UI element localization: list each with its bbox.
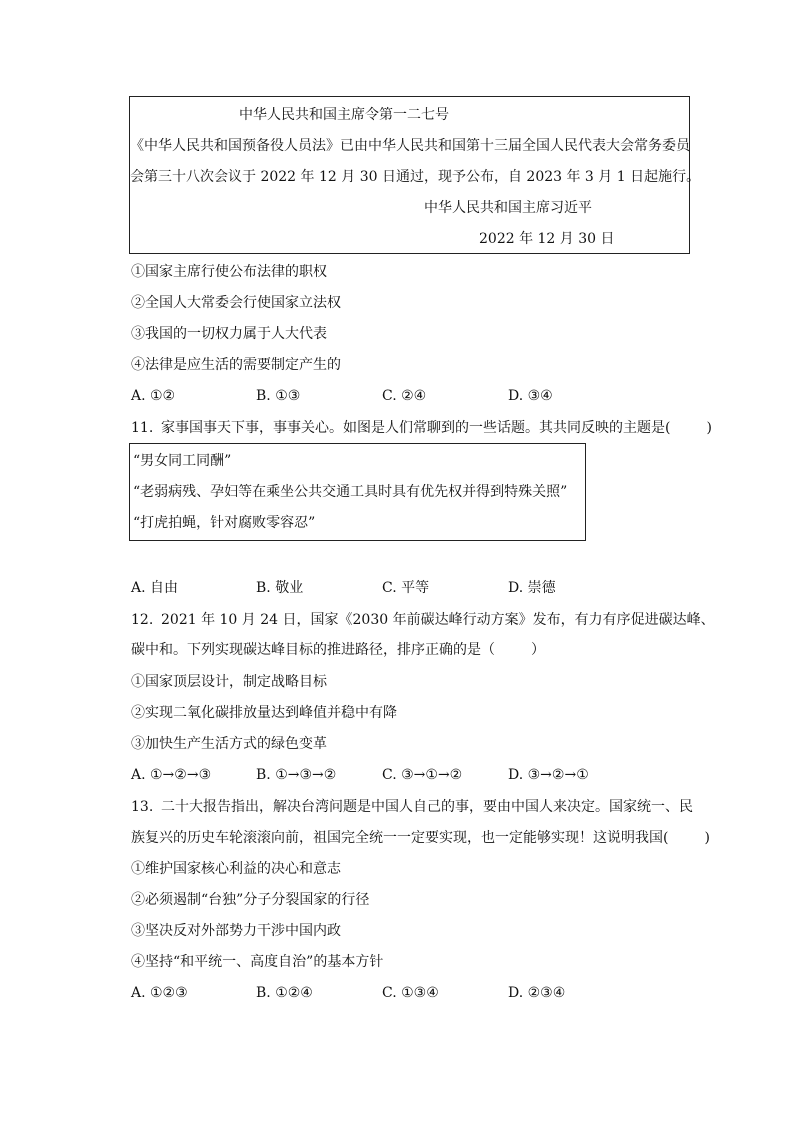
decree-body-line1: 《中华人民共和国预备役人员法》已由中华人民共和国第十三届全国人民代表大会常务委员 bbox=[130, 138, 690, 154]
q11-topic-2: “老弱病残、孕妇等在乘坐公共交通工具时具有优先权并得到特殊关照” bbox=[133, 484, 568, 500]
q13-number: 13. bbox=[131, 799, 154, 815]
q10-option-a[interactable]: A. ①② bbox=[131, 388, 176, 404]
q12-statement-3: ③加快生产生活方式的绿色变革 bbox=[131, 736, 327, 752]
decree-body-line2: 会第三十八次会议于 2022 年 12 月 30 日通过，现予公布，自 2023 年 3 月 1 日起施行。 bbox=[130, 169, 701, 185]
q13-stem-close: ) bbox=[704, 830, 710, 846]
q10-statement-1: ①国家主席行使公布法律的职权 bbox=[131, 264, 327, 280]
q11-topic-3: “打虎拍蝇，针对腐败零容忍” bbox=[133, 515, 316, 531]
q13-statement-1: ①维护国家核心利益的决心和意志 bbox=[131, 861, 341, 877]
q12-stem-line1 bbox=[131, 611, 715, 629]
decree-box bbox=[129, 96, 701, 254]
decree-signer: 中华人民共和国主席习近平 bbox=[424, 200, 592, 216]
q10-option-c[interactable]: C. ②④ bbox=[382, 388, 427, 404]
q11-stem bbox=[131, 419, 712, 437]
q13-stem-line1 bbox=[131, 798, 693, 816]
q12-option-d[interactable]: D. ③→②→① bbox=[508, 767, 589, 783]
q12-stem-text-1: 2021 年 10 月 24 日，国家《2030 年前碳达峰行动方案》发布，有力有序促进碳达峰、 bbox=[161, 612, 715, 628]
q13-option-d[interactable]: D. ②③④ bbox=[508, 985, 566, 1001]
q10-statement-4: ④法律是应生活的需要制定产生的 bbox=[131, 357, 341, 373]
q13-stem-line2 bbox=[131, 829, 710, 847]
q11-number: 11. bbox=[131, 420, 154, 436]
q13-option-b[interactable]: B. ①②④ bbox=[256, 985, 313, 1001]
q11-option-c[interactable]: C. 平等 bbox=[382, 580, 430, 596]
q12-stem-text-2: 碳中和。下列实现碳达峰目标的推进路径，排序正确的是（ bbox=[131, 642, 495, 658]
decree-title: 中华人民共和国主席令第一二七号 bbox=[239, 107, 449, 123]
q11-options bbox=[131, 579, 691, 597]
decree-date: 2022 年 12 月 30 日 bbox=[479, 231, 615, 247]
q10-statement-2: ②全国人大常委会行使国家立法权 bbox=[131, 295, 341, 311]
q10-options bbox=[131, 387, 691, 405]
q13-option-c[interactable]: C. ①③④ bbox=[382, 985, 439, 1001]
q11-option-a[interactable]: A. 自由 bbox=[131, 580, 179, 596]
q10-option-b[interactable]: B. ①③ bbox=[256, 388, 301, 404]
q12-stem-line2 bbox=[131, 641, 545, 659]
q13-option-a[interactable]: A. ①②③ bbox=[131, 985, 188, 1001]
q12-option-b[interactable]: B. ①→③→② bbox=[256, 767, 337, 783]
q13-statement-2: ②必须遏制“台独”分子分裂国家的行径 bbox=[131, 892, 370, 908]
q10-statement-3: ③我国的一切权力属于人大代表 bbox=[131, 326, 327, 342]
q13-stem-text-2: 族复兴的历史车轮滚滚向前，祖国完全统一一定要实现，也一定能够实现！这说明我国( bbox=[131, 830, 669, 846]
q13-statement-3: ③坚决反对外部势力干涉中国内政 bbox=[131, 923, 341, 939]
q10-option-d[interactable]: D. ③④ bbox=[508, 388, 553, 404]
q11-stem-text: 家事国事天下事，事事关心。如图是人们常聊到的一些话题。其共同反映的主题是( bbox=[161, 420, 671, 436]
q11-option-b[interactable]: B. 敬业 bbox=[256, 580, 304, 596]
q12-option-a[interactable]: A. ①→②→③ bbox=[131, 767, 212, 783]
topic-box bbox=[129, 443, 586, 541]
q12-number: 12. bbox=[131, 612, 154, 628]
q12-option-c[interactable]: C. ③→①→② bbox=[382, 767, 463, 783]
q11-stem-close: ) bbox=[706, 420, 712, 436]
q12-statement-1: ①国家顶层设计，制定战略目标 bbox=[131, 674, 327, 690]
q12-statement-2: ②实现二氧化碳排放量达到峰值并稳中有降 bbox=[131, 705, 397, 721]
q11-topic-1: “男女同工同酬” bbox=[133, 453, 232, 469]
q13-options bbox=[131, 984, 691, 1002]
q11-option-d[interactable]: D. 崇德 bbox=[508, 580, 556, 596]
q12-options bbox=[131, 766, 691, 784]
q12-stem-close: ） bbox=[531, 642, 545, 658]
q13-stem-text-1: 二十大报告指出，解决台湾问题是中国人自己的事，要由中国人来决定。国家统一、民 bbox=[161, 799, 693, 815]
q13-statement-4: ④坚持“和平统一、高度自治”的基本方针 bbox=[131, 954, 384, 970]
